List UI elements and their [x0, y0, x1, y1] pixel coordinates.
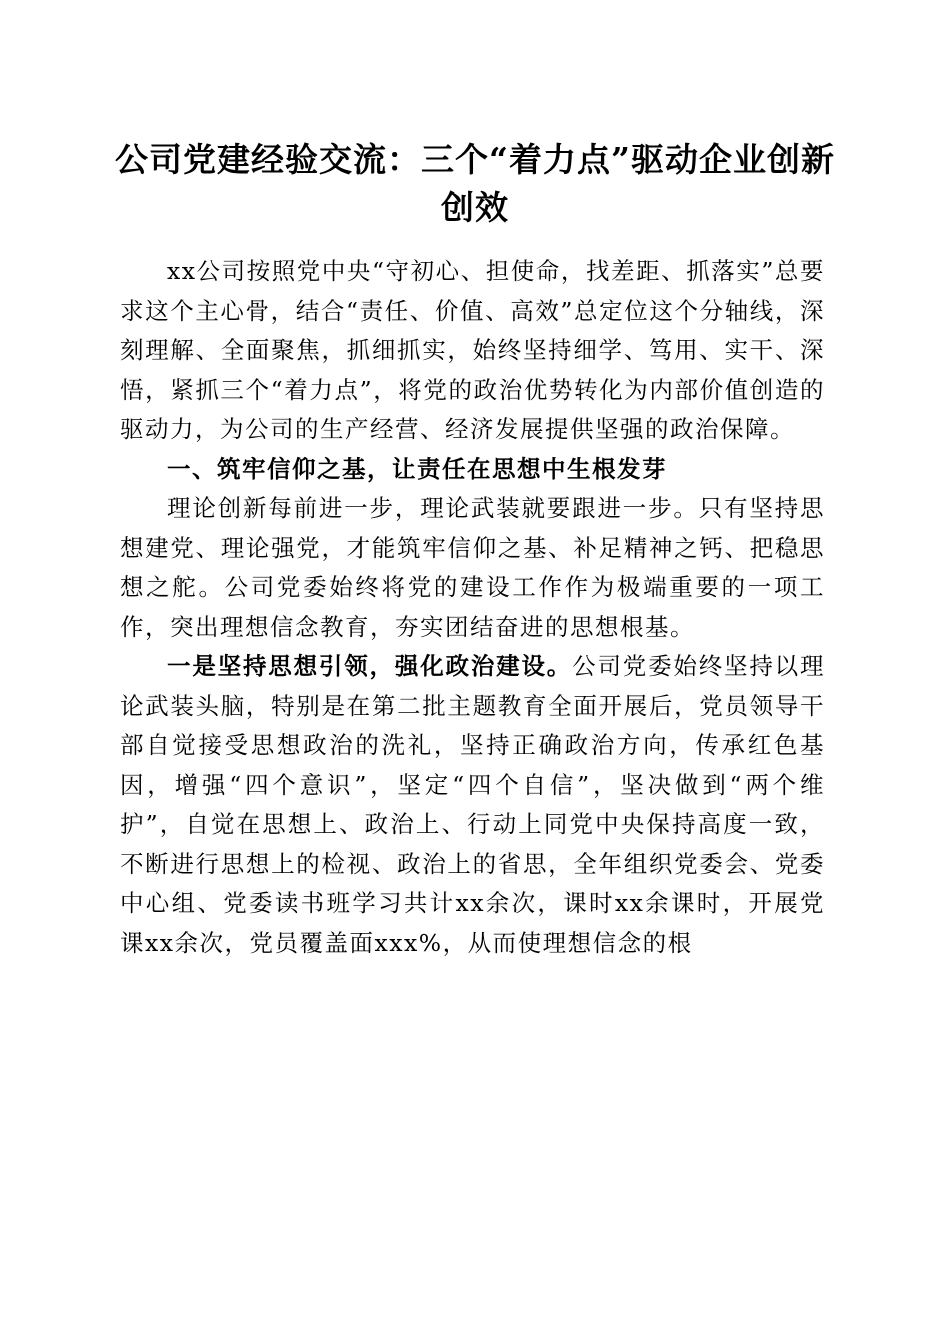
document-body: [120, 252, 825, 963]
point-one-lead: 一是坚持思想引领，强化政治建设。: [167, 652, 573, 680]
intro-paragraph: xx公司按照党中央“守初心、担使命，找差距、抓落实”总要求这个主心骨，结合“责任、价值、高效”总定位这个分轴线，深刻理解、全面聚焦，抓细抓实，始终坚持细学、笃用、实干、深悟，紧抓三个“着力点”，将党的政治优势转化为内部价值创造的驱动力，为公司的生产经营、经济发展提供坚强的政治保障。: [120, 257, 825, 443]
point-one-body: 公司党委始终坚持以理论武装头脑，特别是在第二批主题教育全面开展后，党员领导干部自觉接受思想政治的洗礼，坚持正确政治方向，传承红色基因，增强“四个意识”，坚定“四个自信”，坚决做到“两个维护”，自觉在思想上、政治上、行动上同党中央保持高度一致，不断进行思想上的检视、政治上的省思，全年组织党委会、党委中心组、党委读书班学习共计xx余次，课时xx余课时，开展党课xx余次，党员覆盖面xxx%，从而使理想信念的根: [120, 652, 826, 957]
document-title: 公司党建经验交流：三个“着力点”驱动企业创新创效: [115, 140, 835, 227]
section-one-heading: 一、筑牢信仰之基，让责任在思想中生根发芽: [167, 454, 667, 483]
section-one-paragraph: 理论创新每前进一步，理论武装就要跟进一步。只有坚持思想建党、理论强党，才能筑牢信仰之基、补足精神之钙、把稳思想之舵。公司党委始终将党的建设工作作为极端重要的一项工作，突出理想信念教育，夯实团结奋进的思想根基。: [120, 494, 825, 641]
point-one-paragraph: [120, 647, 825, 963]
